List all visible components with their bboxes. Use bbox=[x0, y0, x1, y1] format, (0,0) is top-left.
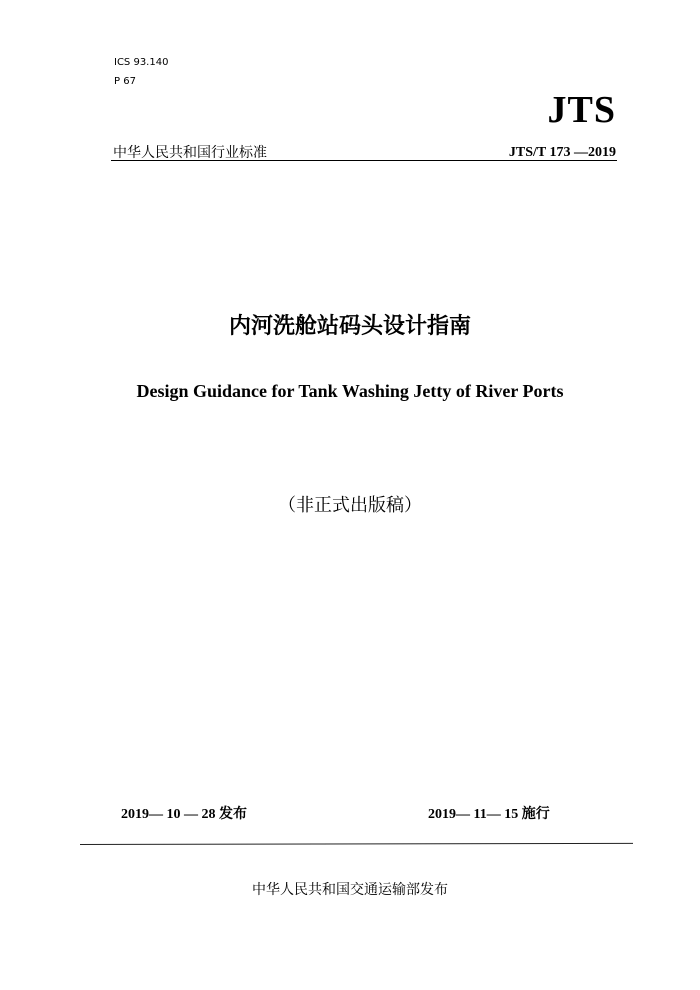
implementation-date-line bbox=[428, 804, 550, 825]
standard-code: JTS/T 173 —2019 bbox=[508, 145, 616, 160]
ics-code: ICS 93.140 bbox=[114, 57, 169, 68]
issue-date-line bbox=[121, 804, 247, 825]
issue-date: 2019— 10 — 28 bbox=[121, 807, 216, 822]
issue-label: 发布 bbox=[219, 806, 247, 822]
header-divider bbox=[111, 160, 617, 161]
jts-logo: JTS bbox=[547, 89, 616, 131]
standard-category: 中华人民共和国行业标准 bbox=[113, 145, 267, 161]
publisher: 中华人民共和国交通运输部发布 bbox=[252, 882, 448, 898]
p-code: P 67 bbox=[114, 76, 136, 87]
footer-divider bbox=[80, 843, 633, 845]
implementation-label: 施行 bbox=[521, 806, 550, 822]
draft-note: （非正式出版稿） bbox=[278, 495, 422, 516]
document-title-en: Design Guidance for Tank Washing Jetty of River Ports bbox=[136, 381, 564, 401]
implementation-date: 2019— 11— 15 bbox=[428, 807, 519, 822]
document-title-cn: 内河洗舱站码头设计指南 bbox=[228, 314, 471, 339]
